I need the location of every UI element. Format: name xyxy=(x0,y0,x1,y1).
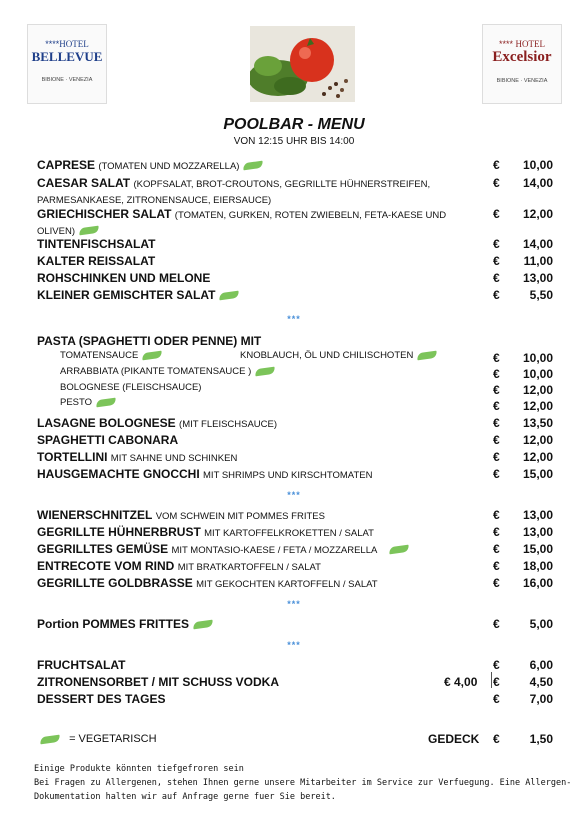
menu-hours: VON 12:15 UHR BIS 14:00 xyxy=(233,136,355,147)
item-price: € 15,00 xyxy=(493,467,553,481)
hotel-excelsior-logo: **** HOTEL Excelsior BIBIONE · VENEZIA xyxy=(482,24,562,104)
section-separator: *** xyxy=(287,314,301,324)
menu-item: KLEINER GEMISCHTER SALAT xyxy=(37,288,553,302)
tomato-herbs-photo xyxy=(250,26,355,102)
pasta-option: BOLOGNESE (FLEISCHSAUCE) xyxy=(60,382,202,393)
pasta-option: TOMATENSAUCE xyxy=(60,350,162,362)
vegetarian-leaf-icon xyxy=(417,351,438,361)
item-price: € 5,50 xyxy=(493,288,553,302)
menu-item: ROHSCHINKEN UND MELONE xyxy=(37,271,211,285)
menu-item: FRUCHTSALAT xyxy=(37,658,126,672)
item-price: € 10,00 xyxy=(493,367,553,381)
hotel-bellevue-logo: ****HOTEL BELLEVUE BIBIONE · VENEZIA xyxy=(27,24,107,104)
section-separator: *** xyxy=(287,490,301,500)
menu-item: KALTER REISSALAT xyxy=(37,254,156,268)
vegetarian-legend: = VEGETARISCH xyxy=(40,733,157,745)
item-price: € 13,50 xyxy=(493,416,553,430)
vegetarian-leaf-icon xyxy=(255,367,276,377)
vegetarian-leaf-icon xyxy=(40,734,61,744)
menu-item: GEGRILLTES GEMÜSE MIT MONTASIO-KAESE / FETA / MOZZARELLA xyxy=(37,542,553,558)
menu-item: WIENERSCHNITZEL VOM SCHWEIN MIT POMMES FRITES xyxy=(37,508,325,522)
menu-item: ZITRONENSORBET / MIT SCHUSS VODKA xyxy=(37,675,280,689)
item-price: € 6,00 xyxy=(493,658,553,672)
vegetarian-leaf-icon xyxy=(193,620,214,630)
menu-item: SPAGHETTI CABONARA xyxy=(37,433,179,447)
footer-note: Bei Fragen zu Allergenen, stehen Ihnen gerne unsere Mitarbeiter im Service zur Verfuegung. Eine Allergen- xyxy=(34,778,572,788)
menu-item: GEGRILLTE GOLDBRASSE MIT GEKOCHTEN KARTOFFELN / SALAT xyxy=(37,576,378,590)
menu-item: ENTRECOTE VOM RIND MIT BRATKARTOFFELN / SALAT xyxy=(37,559,321,573)
item-price: € 13,00 xyxy=(493,271,553,285)
item-price: € 7,00 xyxy=(493,692,553,706)
item-price: € 14,00 xyxy=(493,237,553,251)
vegetarian-leaf-icon xyxy=(219,291,240,301)
item-price: € 12,00 xyxy=(493,433,553,447)
item-price: € 13,00 xyxy=(493,525,553,539)
item-price: € 13,00 xyxy=(493,508,553,522)
section-separator: *** xyxy=(287,640,301,650)
menu-item: DESSERT DES TAGES xyxy=(37,692,166,706)
price-divider xyxy=(491,672,492,688)
menu-item: Portion POMMES FRITTES xyxy=(37,617,553,631)
pasta-option: ARRABBIATA (PIKANTE TOMATENSAUCE ) xyxy=(60,366,275,378)
item-price: € 16,00 xyxy=(493,576,553,590)
vegetarian-leaf-icon xyxy=(243,161,264,171)
vegetarian-leaf-icon xyxy=(389,545,410,555)
item-price: € 11,00 xyxy=(493,254,553,268)
menu-item: TORTELLINI MIT SAHNE UND SCHINKEN xyxy=(37,450,238,464)
item-price: € 4,50 xyxy=(493,675,553,689)
item-price: € 12,00 xyxy=(493,399,553,413)
pasta-option: PESTO xyxy=(60,397,116,409)
section-separator: *** xyxy=(287,599,301,609)
item-price: € 12,00 xyxy=(493,450,553,464)
menu-item: GEGRILLTE HÜHNERBRUST MIT KARTOFFELKROKETTEN / SALAT xyxy=(37,525,374,539)
vegetarian-leaf-icon xyxy=(96,398,117,408)
footer-note: Einige Produkte könnten tiefgefroren sein xyxy=(34,764,244,774)
item-price: € 5,00 xyxy=(493,617,553,631)
gedeck-price: € 1,50 xyxy=(493,732,553,746)
menu-item: CAPRESE (TOMATEN UND MOZZARELLA) xyxy=(37,158,553,174)
vegetarian-leaf-icon xyxy=(142,351,163,361)
item-price: € 12,00 xyxy=(493,383,553,397)
item-price: € 14,00 xyxy=(493,176,553,190)
item-price: € 12,00 xyxy=(493,207,553,221)
item-price-alt: € 4,00 xyxy=(444,675,478,689)
menu-item: GRIECHISCHER SALAT (TOMATEN, GURKEN, ROTEN ZWIEBELN, FETA-KAESE UND OLIVEN) xyxy=(37,207,447,237)
menu-item: TINTENFISCHSALAT xyxy=(37,237,156,251)
menu-item: CAESAR SALAT (KOPFSALAT, BROT-CROUTONS, GEGRILLTE HÜHNERSTREIFEN, PARMESANKAESE, ZITRONENSAUCE, EIERSAUCE) xyxy=(37,176,431,206)
pasta-option: KNOBLAUCH, ÖL UND CHILISCHOTEN xyxy=(240,350,437,362)
item-price: € 15,00 xyxy=(493,542,553,556)
menu-title: POOLBAR - MENU xyxy=(223,116,365,133)
footer-note: Dokumentation halten wir auf Anfrage gerne fuer Sie bereit. xyxy=(34,792,336,802)
menu-item: LASAGNE BOLOGNESE (MIT FLEISCHSAUCE) xyxy=(37,416,278,430)
item-price: € 10,00 xyxy=(493,158,553,172)
gedeck-label: GEDECK xyxy=(428,732,480,746)
pasta-heading: PASTA (SPAGHETTI ODER PENNE) MIT xyxy=(37,334,262,348)
item-price: € 10,00 xyxy=(493,351,553,365)
menu-item: HAUSGEMACHTE GNOCCHI MIT SHRIMPS UND KIRSCHTOMATEN xyxy=(37,467,373,481)
item-price: € 18,00 xyxy=(493,559,553,573)
vegetarian-leaf-icon xyxy=(79,226,100,236)
